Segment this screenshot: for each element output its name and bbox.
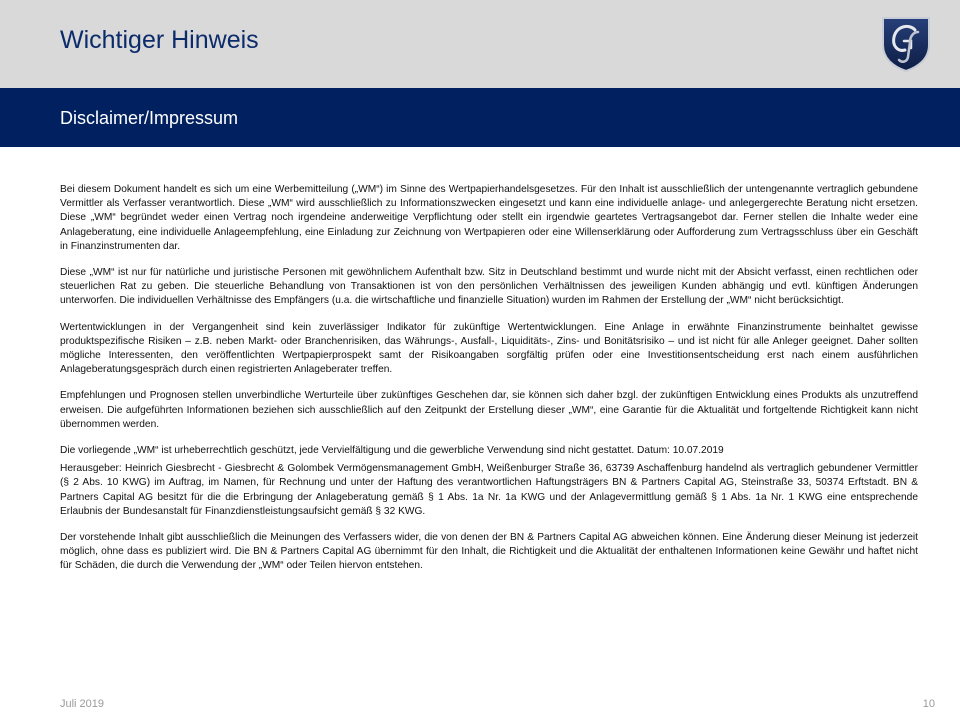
page-number: 10 xyxy=(922,698,935,710)
giesbrecht-golombek-logo-icon xyxy=(880,15,932,73)
disclaimer-body xyxy=(60,183,918,586)
paragraph-haftung: Der vorstehende Inhalt gibt ausschließlich die Meinungen des Verfassers wider, die von denen der BN & Partners Capital AG abweichen können. Eine Änderung dieser Meinung ist jederzeit möglich, ohne dass es publiziert wird. Die BN & Partners Capital AG übernimmt für den Inhalt, die Richtigkeit und die Aktualität der enthaltenen Informationen keine Gewähr und haftet nicht für Schäden, die durch die Verwendung der „WM“ oder Teilen hiervon entstehen. xyxy=(60,532,918,572)
paragraph-zielgruppe: Diese „WM“ ist nur für natürliche und juristische Personen mit gewöhnlichem Aufenthalt bzw. Sitz in Deutschland bestimmt und wurde nicht mit der Absicht verfasst, einen rechtlichen oder steuerlichen Rat zu geben. Die steuerliche Behandlung von Transaktionen ist von den persönlichen Verhältnissen des jeweiligen Kunden abhängig und evtl. künftigen Änderungen unterworfen. Die individuellen Verhältnisse des Empfängers (u.a. die wirtschaftliche und finanzielle Situation) wurden im Rahmen der Erstellung der „WM“ nicht berücksichtigt. xyxy=(60,267,918,307)
paragraph-urheberrecht: Die vorliegende „WM“ ist urheberrechtlich geschützt, jede Vervielfältigung und die gewerbliche Verwendung sind nicht gestattet. Datum: 10.07.2019 xyxy=(60,445,724,457)
section-subtitle: Disclaimer/Impressum xyxy=(60,108,239,128)
paragraph-herausgeber: Herausgeber: Heinrich Giesbrecht - Giesbrecht & Golombek Vermögensmanagement GmbH, Weißenburger Straße 36, 63739 Aschaffenburg handelnd als vertraglich gebundener Vermittler (§ 2 Abs. 10 KWG) im Auftrag, im Namen, für Rechnung und unter der Haftung des verantwortlichen Haftungsträgers BN & Partners Capital AG, Steinstraße 33, 50374 Erftstadt. BN & Partners Capital AG besitzt für die die Erbringung der Anlageberatung gemäß § 1 Abs. 1a Nr. 1a KWG und der Anlagevermittlung gemäß § 1 Abs. 1a Nr. 1 KWG eine entsprechende Erlaubnis der Bundesanstalt für Finanzdienstleistungsaufsicht gemäß § 32 KWG. xyxy=(60,463,918,517)
paragraph-prognosen: Empfehlungen und Prognosen stellen unverbindliche Werturteile über zukünftiges Geschehen dar, sie können sich daher bzgl. der zukünftigen Entwicklung eines Produkts als unzutreffend erweisen. Die aufgeführten Informationen beziehen sich ausschließlich auf den Zeitpunkt der Erstellung dieser „WM“, eine Garantie für die Aktualität und fortgeltende Richtigkeit kann nicht übernommen werden. xyxy=(60,390,918,430)
paragraph-risiken: Wertentwicklungen in der Vergangenheit sind kein zuverlässiger Indikator für zukünftige Wertentwicklungen. Eine Anlage in erwähnte Finanzinstrumente beinhaltet gewisse produktspezifische Risiken – z.B. neben Markt- oder Branchenrisiken, das Währungs-, Ausfall-, Liquiditäts-, Zins- und Bonitätsrisiko – und ist nicht für alle Anleger geeignet. Daher sollten mögliche Interessenten, den veröffentlichten Wertpapierprospekt samt der Risikoangaben sorgfältig prüfen oder eine Investitionsentscheidung erst nach einem ausführlichen Anlageberatungsgespräch durch einen registrierten Anlageberater treffen. xyxy=(60,321,918,376)
paragraph-werbemitteilung: Bei diesem Dokument handelt es sich um eine Werbemitteilung („WM“) im Sinne des Wertpapierhandelsgesetzes. Für den Inhalt ist ausschließlich der untengenannte vertraglich gebundene Vermittler als Verfasser verantwortlich. Diese „WM“ wird ausschließlich zu Informationszwecken eingesetzt und kann eine individuelle anlage- und anlegergerechte Beratung nicht ersetzen. Diese „WM“ begründet weder einen Vertrag noch irgendeine anderweitige Verpflichtung oder stellt ein irgendwie geartetes Vertragsangebot dar. Ferner stellen die Inhalte weder eine Anlageberatung, eine individuelle Anlageempfehlung, eine Einladung zur Zeichnung von Wertpapieren oder eine Willenserklärung oder Aufforderung zum Vertragsschluss über ein Geschäft in Finanzinstrumenten dar. xyxy=(60,184,918,252)
footer-date: Juli 2019 xyxy=(60,698,105,710)
page-title: Wichtiger Hinweis xyxy=(60,26,259,54)
